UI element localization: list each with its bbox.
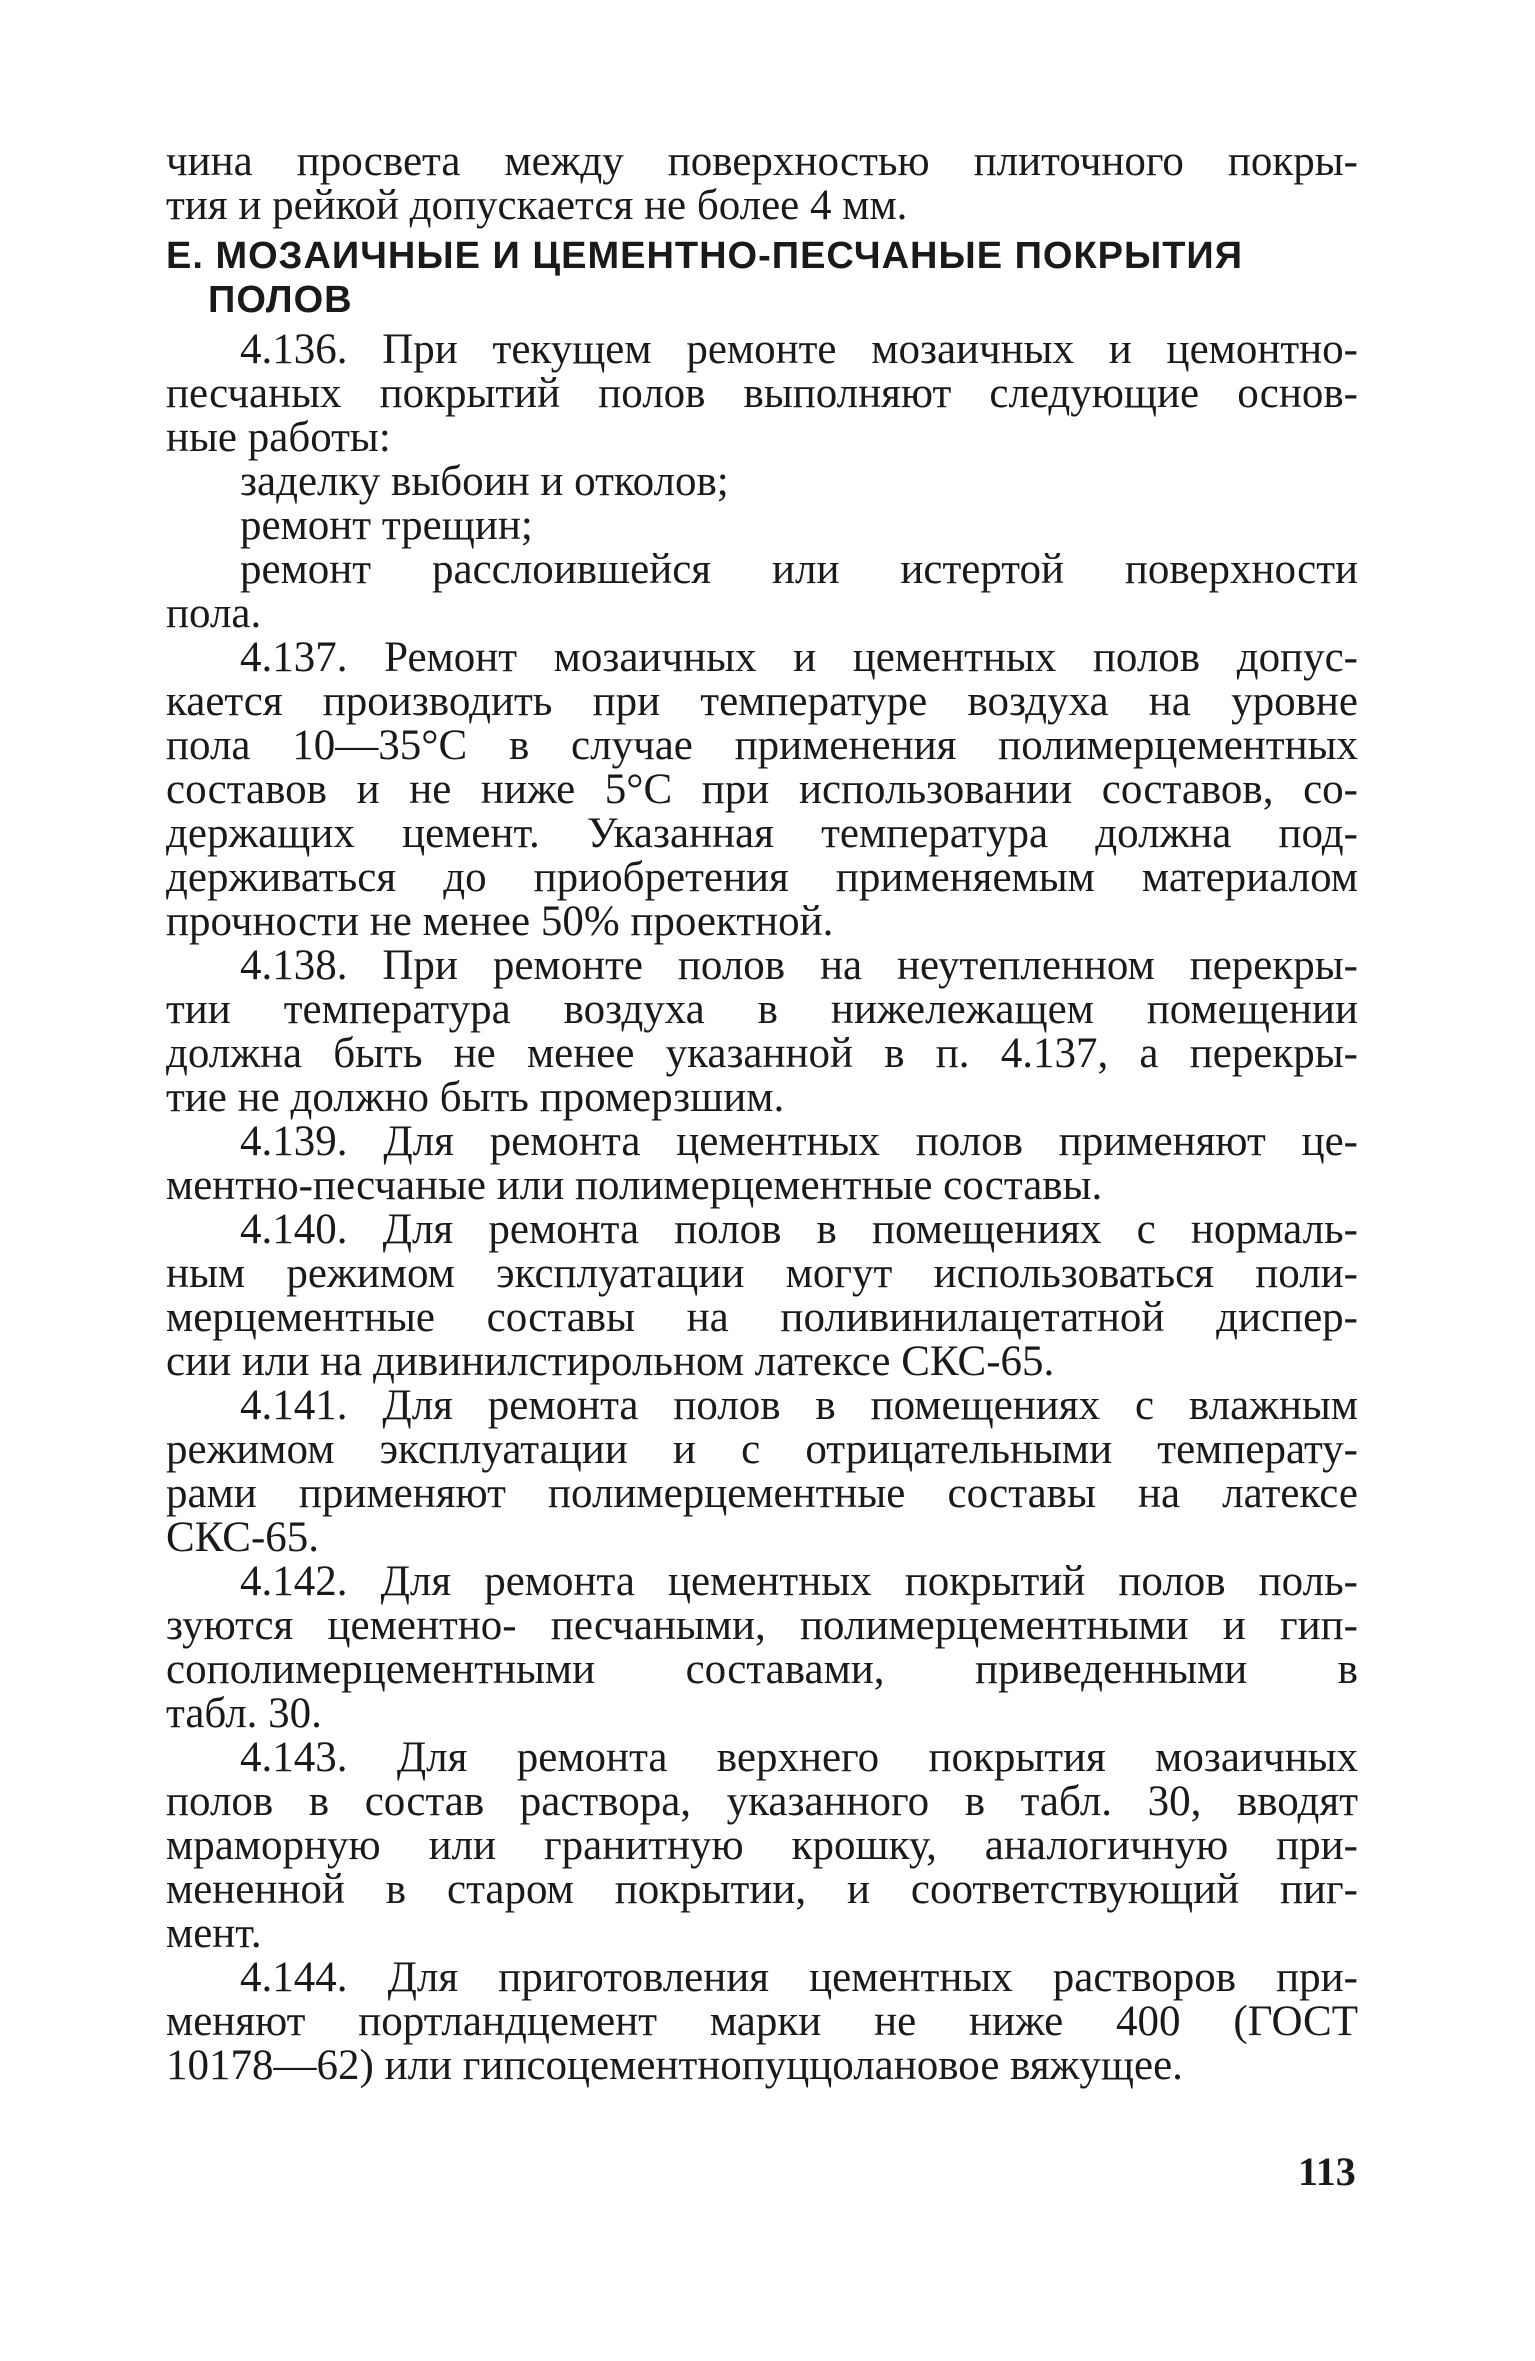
list-item: ремонт расслоившейся или истертой поверхности <box>240 546 1358 593</box>
body-text <box>166 140 1358 2088</box>
paragraph-start: 4.139. Для ремонта цементных полов применяют це- <box>240 1118 1358 1165</box>
paragraph-start: 4.141. Для ремонта полов в помещениях с влажным <box>240 1382 1358 1429</box>
text-line: тие не должно быть промерзшим. <box>166 1074 785 1121</box>
paragraph-start: 4.140. Для ремонта полов в помещениях с нормаль- <box>240 1206 1358 1253</box>
text-line: тия и рейкой допускается не более 4 мм. <box>166 182 908 229</box>
text-line: должна быть не менее указанной в п. 4.137, а перекры- <box>166 1030 1358 1077</box>
paragraph-start: 4.144. Для приготовления цементных растворов при- <box>240 1954 1358 2001</box>
text-line: ные работы: <box>166 414 391 461</box>
text-line: режимом эксплуатации и с отрицательными температу- <box>166 1426 1358 1473</box>
text-line: ментно-песчаные или полимерцементные составы. <box>166 1162 1103 1209</box>
paragraph-start: 4.143. Для ремонта верхнего покрытия мозаичных <box>240 1734 1358 1781</box>
list-item: заделку выбоин и отколов; <box>240 458 729 505</box>
text-line: мент. <box>166 1910 262 1957</box>
paragraph-start: 4.136. При текущем ремонте мозаичных и цемонтно- <box>240 326 1358 373</box>
text-line: кается производить при температуре воздуха на уровне <box>166 678 1358 725</box>
list-item: ремонт трещин; <box>240 502 533 549</box>
text-line: держащих цемент. Указанная температура должна под- <box>166 810 1358 857</box>
text-line: прочности не менее 50% проектной. <box>166 898 834 945</box>
text-line: составов и не ниже 5°С при использовании составов, со- <box>166 766 1358 813</box>
text-line: пола. <box>166 590 262 637</box>
text-line: пола 10—35°С в случае применения полимерцементных <box>166 722 1358 769</box>
text-line: мраморную или гранитную крошку, аналогичную при- <box>166 1822 1358 1869</box>
text-line: песчаных покрытий полов выполняют следующие основ- <box>166 370 1358 417</box>
section-heading: ПОЛОВ <box>208 279 353 321</box>
text-line: рами применяют полимерцементные составы на латексе <box>166 1470 1358 1517</box>
text-line: табл. 30. <box>166 1690 322 1737</box>
text-line: мененной в старом покрытии, и соответствующий пиг- <box>166 1866 1358 1913</box>
paragraph-start: 4.137. Ремонт мозаичных и цементных полов допус- <box>240 634 1358 681</box>
text-line: держиваться до приобретения применяемым материалом <box>166 854 1358 901</box>
text-line: сополимерцементными составами, приведенными в <box>166 1646 1358 1693</box>
text-line: мерцементные составы на поливинилацетатной диспер- <box>166 1294 1358 1341</box>
text-line: ным режимом эксплуатации могут использоваться поли- <box>166 1250 1358 1297</box>
text-line: меняют портландцемент марки не ниже 400 (ГОСТ <box>166 1998 1358 2045</box>
page-number: 113 <box>1298 2149 1356 2194</box>
text-line: СКС-65. <box>166 1514 320 1561</box>
paragraph-start: 4.138. При ремонте полов на неутепленном перекры- <box>240 942 1358 989</box>
text-line: 10178—62) или гипсоцементнопуццолановое вяжущее. <box>166 2042 1183 2089</box>
text-line: чина просвета между поверхностью плиточного покры- <box>166 138 1358 185</box>
text-line: сии или на дивинилстирольном латексе СКС-65. <box>166 1338 1055 1385</box>
section-heading: Е. МОЗАИЧНЫЕ И ЦЕМЕНТНО-ПЕСЧАНЫЕ ПОКРЫТИЯ <box>166 235 1244 277</box>
paragraph-start: 4.142. Для ремонта цементных покрытий полов поль- <box>240 1558 1358 1605</box>
text-line: тии температура воздуха в нижележащем помещении <box>166 986 1358 1033</box>
text-line: полов в состав раствора, указанного в табл. 30, вводят <box>166 1778 1358 1825</box>
text-line: зуются цементно- песчаными, полимерцементными и гип- <box>166 1602 1358 1649</box>
